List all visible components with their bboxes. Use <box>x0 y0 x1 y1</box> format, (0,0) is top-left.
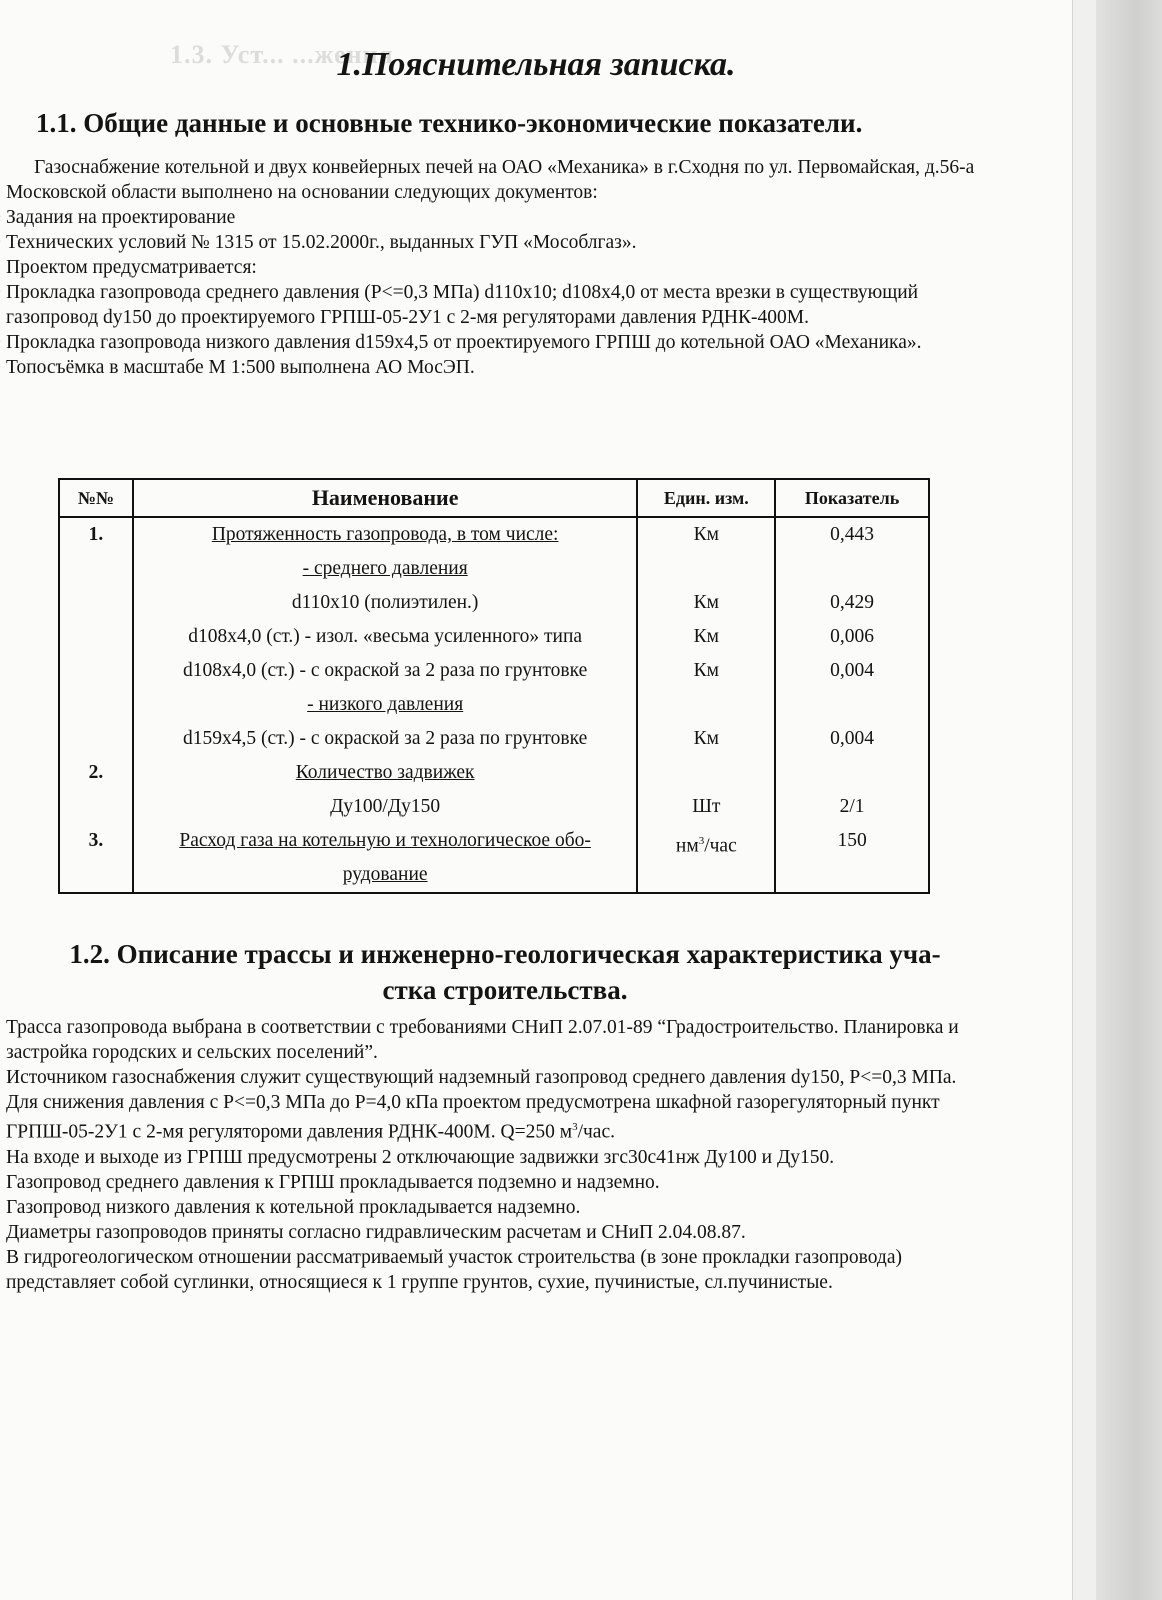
gas-row-name-2: рудование <box>342 864 428 885</box>
paragraph: Газопровод среднего давления к ГРПШ прокладывается подземно и надземно. <box>6 1171 660 1193</box>
intro-paragraph: Газоснабжение котельной и двух конвейерных печей на ОАО «Механика» в г.Сходня по ул. Первомайская, д.56-а Московской области выполнено на основании следующих документов: <box>6 157 975 203</box>
section-1-heading: 1.1. Общие данные и основные технико-экономические показатели. <box>36 108 863 138</box>
provision-item: • Прокладка газопровода низкого давления d159x4,5 от проектируемого ГРПШ до котельной ОАО «Механика». <box>6 330 996 355</box>
page-edge <box>1072 0 1097 1600</box>
table-row: 2. Количество задвижек <box>59 756 929 790</box>
section-2-body <box>6 1015 996 1295</box>
section-2-heading: 1.2. Описание трассы и инженерно-геологическая характеристика уча- стка строительства. <box>69 939 941 1005</box>
section-1-body <box>6 155 996 380</box>
table-row: 1. Протяженность газопровода, в том числе: Км 0,443 <box>59 517 929 552</box>
doc-item: • Задания на проектирование <box>6 205 996 230</box>
binder-edge <box>1096 0 1162 1600</box>
provides-label: Проектом предусматривается: <box>6 257 257 278</box>
paragraph: В гидрогеологическом отношении рассматриваемый участок строительства (в зоне прокладки газопровода) представляет собой суглинки, относящиеся к 1 группе грунтов, сухие, пучинистые, сл.пучинистые. <box>6 1246 902 1293</box>
indicators-table <box>58 478 930 894</box>
paragraph: Для снижения давления с Р<=0,3 МПа до Р=4,0 кПа проектом предусмотрена шкафной газорегуляторный пункт ГРПШ-05-2У1 с 2-мя регулятороми давления РДНК-400М. Q=250 $м^3$/час. <box>6 1092 940 1143</box>
paragraph: Источником газоснабжения служит существующий надземный газопровод среднего давления dy150, Р<=0,3 МПа. <box>6 1067 957 1088</box>
table-row: d108x4,0 (ст.) - с окраской за 2 раза по грунтовке Км 0,004 <box>59 654 929 688</box>
bleed-through-heading: 1.3. Уст... ...жения <box>170 40 394 69</box>
header-name: Наименование <box>133 479 638 517</box>
paragraph: Диаметры газопроводов приняты согласно гидравлическим расчетам и СНиП 2.04.08.87. <box>6 1221 746 1243</box>
gas-row-name-1: Расход газа на котельную и технологическое обо- <box>179 830 591 851</box>
table-row: - среднего давления <box>59 552 929 586</box>
table-row: d108x4,0 (ст.) - изол. «весьма усиленного» типа Км 0,006 <box>59 620 929 654</box>
table-header-row <box>59 479 929 517</box>
paragraph: Трасса газопровода выбрана в соответствии с требованиями СНиП 2.07.01-89 “Градостроительство. Планировка и застройка городских и сельских поселений”. <box>6 1017 959 1063</box>
table-row-gas-flow: 3. Расход газа на котельную и технологическое обо- рудование $нм^3$/час 150 <box>59 824 929 893</box>
gas-row-unit: $нм^3$/час <box>637 824 775 893</box>
table-row: d159x4,5 (ст.) - с окраской за 2 раза по грунтовке Км 0,004 <box>59 722 929 756</box>
header-unit: Един. изм. <box>637 479 775 517</box>
page-title: 1.Пояснительная записка. <box>336 46 736 83</box>
paragraph: Газопровод низкого давления к котельной прокладывается надземно. <box>6 1196 581 1218</box>
header-value: Показатель <box>775 479 929 517</box>
table-row: Ду100/Ду150 Шт 2/1 <box>59 790 929 824</box>
header-num: №№ <box>59 479 133 517</box>
paragraph: На входе и выходе из ГРПШ предусмотрены 2 отключающие задвижки згс30с41нж Ду100 и Ду150. <box>6 1146 835 1168</box>
table-row: d110x10 (полиэтилен.) Км 0,429 <box>59 586 929 620</box>
doc-item: • Технических условий № 1315 от 15.02.2000г., выданных ГУП «Мособлгаз». <box>6 230 996 255</box>
provision-item: • Прокладка газопровода среднего давления (Р<=0,3 МПа) d110x10; d108x4,0 от места врезки в существующий газопровод dy150 до проектируемого ГРПШ-05-2У1 с 2-мя регуляторами давления РДНК-400М. <box>6 280 996 330</box>
table-row: - низкого давления <box>59 688 929 722</box>
provision-item: • Топосъёмка в масштабе М 1:500 выполнена АО МосЭП. <box>6 355 996 380</box>
